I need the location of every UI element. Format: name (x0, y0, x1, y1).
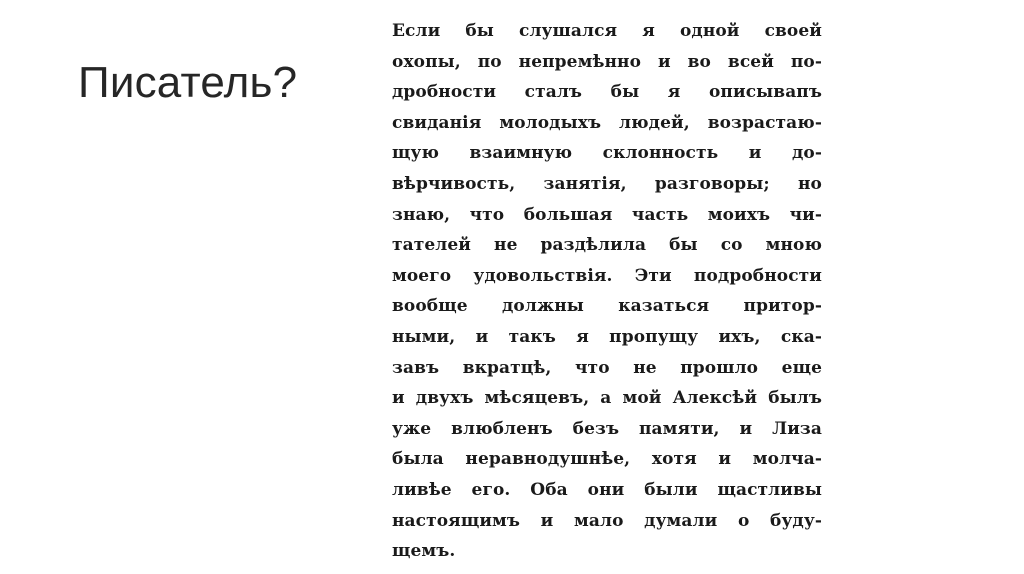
text-line: и двухъ мѣсяцевъ, а мой Алексѣй былъ (392, 388, 822, 409)
text-line: свиданія молодыхъ людей, возрастаю- (392, 112, 822, 133)
text-line: была неравнодушнѣе, хотя и молча- (392, 449, 822, 470)
text-line: дробности сталъ бы я описывапъ (392, 82, 822, 103)
text-line: охопы, по непремѣнно и во всей по- (392, 51, 822, 72)
text-line: ными, и такъ я пропущу ихъ, ска- (392, 326, 822, 347)
book-page-text (392, 16, 822, 567)
text-line: знаю, что большая часть моихъ чи- (392, 204, 822, 225)
text-line: настоящимъ и мало думали о буду- (392, 510, 822, 531)
text-line: тателей не раздѣлила бы со мною (392, 235, 822, 256)
slide-title: Писатель? (78, 58, 298, 107)
text-line: Если бы слушался я одной своей (392, 21, 822, 41)
text-line: вообще должны казаться притор- (392, 296, 822, 317)
text-line: завъ вкратцѣ, что не прошло еще (392, 357, 822, 378)
text-line: ливѣе его. Оба они были щастливы (392, 479, 822, 500)
text-line: щую взаимную склонность и до- (392, 143, 822, 164)
book-page-scan (372, 6, 832, 568)
text-line: моего удовольствія. Эти подробности (392, 265, 822, 286)
text-line: вѣрчивость, занятія, разговоры; но (392, 173, 822, 194)
text-line: щемъ. (392, 541, 456, 562)
text-line: уже влюбленъ безъ памяти, и Лиза (392, 418, 822, 439)
